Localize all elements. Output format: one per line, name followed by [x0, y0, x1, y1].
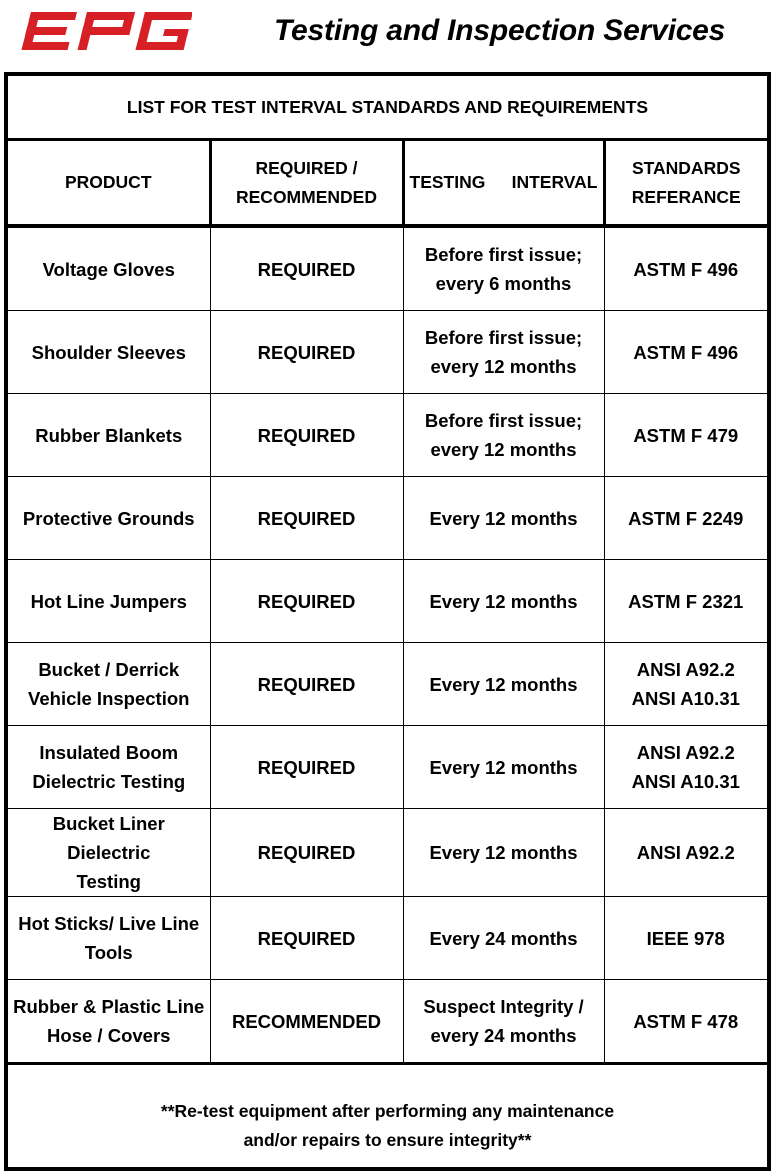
standards-cell [604, 560, 767, 643]
interval-cell-line: Every 12 months [429, 842, 578, 863]
requirement-cell [210, 809, 403, 897]
table-row [8, 226, 767, 311]
interval-cell [403, 809, 604, 897]
product-cell-line: Vehicle Inspection [28, 688, 190, 709]
interval-cell-line: Before first issue; [424, 244, 583, 265]
page-header [0, 0, 771, 70]
table-row [8, 394, 767, 477]
standards-cell-line: IEEE 978 [646, 927, 725, 949]
product-cell [8, 980, 210, 1064]
product-cell-line: Protective Grounds [22, 507, 195, 529]
standards-cell [604, 226, 767, 311]
table-row [8, 311, 767, 394]
interval-cell [403, 394, 604, 477]
requirement-cell-text: REQUIRED [257, 424, 356, 446]
product-cell-line: Shoulder Sleeves [31, 341, 186, 363]
interval-cell [403, 726, 604, 809]
product-cell-line: Bucket Liner Dielectric [52, 813, 165, 863]
interval-cell [403, 226, 604, 311]
product-cell-line: Testing [76, 871, 141, 892]
page-title: Testing and Inspection Services [274, 14, 726, 47]
standards-table [8, 141, 767, 1065]
standards-cell [604, 477, 767, 560]
standards-cell-line: ASTM F 496 [633, 341, 739, 363]
standards-cell [604, 897, 767, 980]
product-cell-line: Dielectric Testing [32, 771, 186, 792]
column-header-product [8, 141, 210, 226]
requirement-cell-text: REQUIRED [257, 756, 356, 778]
column-header-standards-line2: REFERANCE [631, 186, 741, 207]
product-cell-line: Bucket / Derrick [38, 659, 180, 680]
table-caption: LIST FOR TEST INTERVAL STANDARDS AND REQUIREMENTS [8, 76, 767, 141]
product-cell [8, 726, 210, 809]
table-row [8, 897, 767, 980]
standards-cell-line: ANSI A92.2 [636, 659, 735, 680]
interval-cell-line: Every 12 months [429, 590, 578, 612]
interval-cell-line: every 12 months [430, 439, 577, 460]
requirement-cell [210, 311, 403, 394]
column-header-required-line2: RECOMMENDED [236, 186, 377, 207]
retest-note-line1: **Re-test equipment after performing any maintenance [160, 1100, 615, 1121]
product-cell [8, 394, 210, 477]
requirement-cell [210, 643, 403, 726]
interval-cell [403, 897, 604, 980]
interval-cell [403, 560, 604, 643]
standards-cell-line: ASTM F 496 [633, 258, 739, 280]
product-cell [8, 477, 210, 560]
product-cell-line: Voltage Gloves [42, 258, 175, 280]
interval-cell-line: Suspect Integrity / [423, 996, 584, 1017]
requirement-cell [210, 394, 403, 477]
requirement-cell [210, 726, 403, 809]
column-header-product-label: PRODUCT [64, 172, 152, 192]
requirement-cell-text: REQUIRED [257, 590, 356, 612]
table-row [8, 980, 767, 1064]
interval-cell-line: Every 12 months [429, 756, 578, 778]
epg-logo-mark [20, 12, 192, 50]
requirement-cell-text: REQUIRED [257, 258, 356, 280]
requirement-cell-text: REQUIRED [257, 341, 356, 363]
product-cell [8, 897, 210, 980]
product-cell-line: Rubber & Plastic Line [13, 996, 205, 1017]
standards-cell-line: ASTM F 478 [633, 1010, 739, 1032]
product-cell [8, 643, 210, 726]
interval-cell-line: every 12 months [430, 356, 577, 377]
requirement-cell-text: RECOMMENDED [231, 1010, 382, 1032]
retest-note [8, 1084, 767, 1167]
product-cell-line: Rubber Blankets [35, 424, 183, 446]
standards-cell-line: ASTM F 2321 [628, 590, 744, 612]
product-cell-line: Hot Line Jumpers [30, 590, 187, 612]
standards-cell [604, 311, 767, 394]
product-cell-line: Tools [84, 942, 133, 963]
standards-cell [604, 394, 767, 477]
interval-cell [403, 643, 604, 726]
table-row [8, 477, 767, 560]
standards-cell [604, 726, 767, 809]
requirement-cell-text: REQUIRED [257, 842, 356, 863]
requirement-cell-text: REQUIRED [257, 673, 356, 695]
standards-cell [604, 643, 767, 726]
retest-note-line2: and/or repairs to ensure integrity** [243, 1129, 532, 1150]
product-cell [8, 311, 210, 394]
standards-cell-line: ANSI A10.31 [631, 688, 740, 709]
column-header-standards-line1: STANDARDS [631, 157, 741, 178]
product-cell-line: Hose / Covers [47, 1025, 171, 1046]
requirement-cell [210, 980, 403, 1064]
interval-cell-line: every 24 months [430, 1025, 577, 1046]
product-cell-line: Insulated Boom [39, 742, 179, 763]
column-header-required [210, 141, 403, 226]
table-row [8, 560, 767, 643]
epg-logo [20, 12, 192, 50]
interval-cell-line: Every 12 months [429, 673, 578, 695]
interval-cell [403, 980, 604, 1064]
standards-cell-line: ANSI A10.31 [631, 771, 740, 792]
column-header-interval [403, 141, 604, 226]
product-cell [8, 226, 210, 311]
standards-cell-line: ANSI A92.2 [636, 842, 735, 863]
requirement-cell [210, 477, 403, 560]
product-cell [8, 560, 210, 643]
interval-cell-line: Every 12 months [429, 507, 578, 529]
interval-cell [403, 311, 604, 394]
column-header-standards [604, 141, 767, 226]
column-header-interval-word2: INTERVAL [511, 172, 598, 192]
standards-cell [604, 980, 767, 1064]
standards-cell-line: ANSI A92.2 [636, 742, 735, 763]
requirement-cell [210, 226, 403, 311]
interval-cell-line: Before first issue; [424, 327, 583, 348]
product-cell [8, 809, 210, 897]
table-body [8, 226, 767, 1064]
column-header-interval-word1: TESTING [409, 172, 486, 192]
standards-table-frame [4, 72, 771, 1171]
requirement-cell [210, 897, 403, 980]
column-header-required-line1: REQUIRED / [255, 157, 358, 178]
standards-cell-line: ASTM F 479 [633, 424, 739, 446]
requirement-cell-text: REQUIRED [257, 927, 356, 949]
table-row [8, 809, 767, 897]
interval-cell-line: Before first issue; [424, 410, 583, 431]
interval-cell-line: Every 24 months [429, 927, 578, 949]
interval-cell-line: every 6 months [435, 273, 572, 294]
table-header-row [8, 141, 767, 226]
product-cell-line: Hot Sticks/ Live Line [18, 913, 200, 934]
table-row [8, 726, 767, 809]
standards-cell [604, 809, 767, 897]
interval-cell [403, 477, 604, 560]
table-row [8, 643, 767, 726]
requirement-cell-text: REQUIRED [257, 507, 356, 529]
standards-cell-line: ASTM F 2249 [628, 507, 744, 529]
requirement-cell [210, 560, 403, 643]
